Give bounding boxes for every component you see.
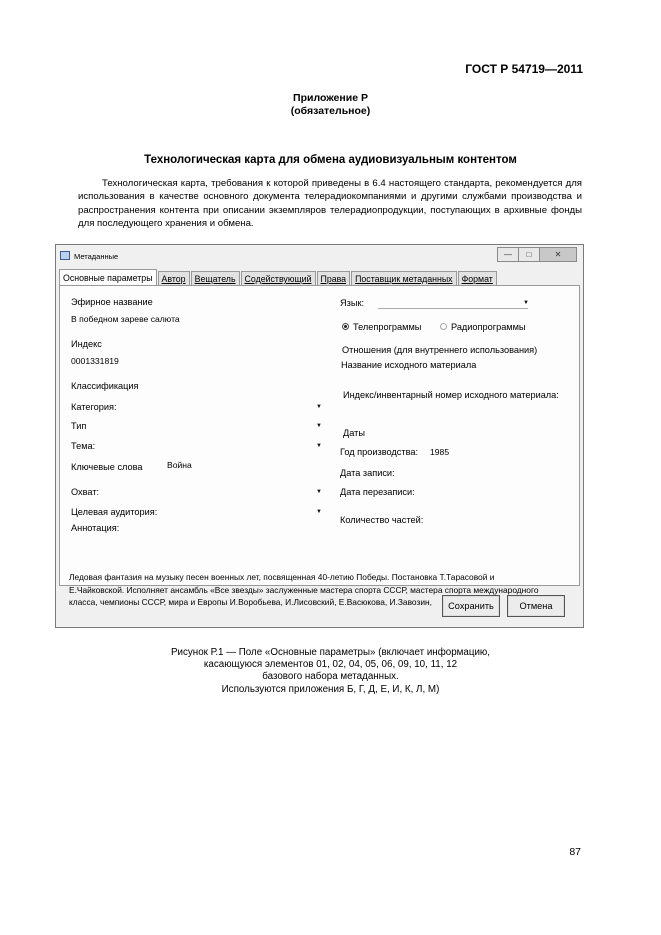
theme-dropdown-icon[interactable]: ▼ — [316, 443, 322, 449]
tab-contributor[interactable]: Содействующий — [241, 271, 316, 286]
radio-unchecked-icon — [440, 323, 447, 330]
figure-caption — [0, 647, 661, 696]
close-icon[interactable]: ✕ — [539, 247, 577, 262]
production-year-label: Год производства: — [340, 447, 419, 457]
caption-line-2: касающуюся элементов 01, 02, 04, 05, 06, 09, 10, 11, 12 — [203, 659, 458, 671]
category-label: Категория: — [71, 402, 117, 412]
classification-label: Классификация — [71, 381, 139, 391]
tab-format[interactable]: Формат — [458, 271, 497, 286]
audience-dropdown-icon[interactable]: ▼ — [316, 509, 322, 515]
standard-number: ГОСТ Р 54719—2011 — [465, 62, 583, 76]
annotation-text[interactable]: Ледовая фантазия на музыку песен военных лет, посвященная 40-летию Победы. Постановка Т.Тарасовой и Е.Чайковской. Исполняет ансамбль «Все звезды» заслуженные мастера спорта СССР, мастера спорта международного класса, чемпионы СССР, мира и Европы И.Воробьева, И.Лисовский, Е.Васюкова, И.Завозин, — [69, 572, 539, 608]
tab-metadata-provider[interactable]: Поставщик метаданных — [351, 271, 457, 286]
language-label: Язык: — [340, 298, 365, 308]
tab-bar — [59, 269, 498, 286]
section-title: Технологическая карта для обмена аудиовизуальным контентом — [144, 154, 517, 166]
tab-author[interactable]: Автор — [158, 271, 190, 286]
maximize-icon[interactable]: □ — [518, 247, 540, 262]
language-dropdown-icon[interactable]: ▼ — [523, 300, 529, 306]
radio-radio-programs[interactable]: Радиопрограммы — [440, 322, 526, 332]
theme-label: Тема: — [71, 441, 96, 451]
tab-broadcaster[interactable]: Вещатель — [191, 271, 240, 286]
parts-count-label: Количество частей: — [340, 515, 424, 525]
caption-line-1: Рисунок Р.1 — Поле «Основные параметры» (включает информацию, — [170, 647, 490, 658]
keywords-label: Ключевые слова — [71, 462, 143, 472]
annotation-label: Аннотация: — [71, 523, 120, 533]
page-number: 87 — [569, 846, 581, 858]
metadata-window — [55, 244, 584, 628]
type-label: Тип — [71, 421, 87, 431]
index-label: Индекс — [71, 339, 102, 349]
radio-tv-programs[interactable]: Телепрограммы — [342, 322, 421, 332]
window-controls — [498, 247, 577, 262]
minimize-icon[interactable]: — — [497, 247, 519, 262]
cancel-button[interactable]: Отмена — [507, 595, 565, 617]
window-title: Метаданные — [74, 252, 119, 261]
save-button[interactable]: Сохранить — [442, 595, 500, 617]
air-title-label: Эфирное название — [71, 297, 153, 307]
production-year-field[interactable]: 1985 — [430, 447, 450, 457]
source-name-label: Название исходного материала — [341, 360, 477, 370]
type-dropdown-icon[interactable]: ▼ — [316, 423, 322, 429]
caption-line-3: базового набора метаданных. — [262, 671, 399, 683]
air-title-field[interactable]: В победном зареве салюта — [71, 314, 180, 324]
record-date-label: Дата записи: — [340, 468, 395, 478]
category-dropdown-icon[interactable]: ▼ — [316, 404, 322, 410]
rewrite-date-label: Дата перезаписи: — [340, 487, 415, 497]
app-icon — [60, 251, 70, 260]
appendix-status: (обязательное) — [290, 105, 371, 117]
window-titlebar[interactable] — [56, 245, 583, 267]
intro-paragraph: Технологическая карта, требования к которой приведены в 6.4 настоящего стандарта, рекомендуется для использования в качестве основного документа телерадиокомпаниями и другими службами производства и распространения контента при описании экземпляров телерадиопродукции, поступающих в архивные фонды для последующего хранения и обмена. — [78, 178, 582, 229]
coverage-label: Охват: — [71, 487, 100, 497]
keywords-field[interactable]: Война — [167, 460, 192, 470]
appendix-title: Приложение Р — [293, 92, 368, 104]
dates-label: Даты — [343, 428, 365, 438]
radio-checked-icon — [342, 323, 349, 330]
index-field[interactable]: 0001331819 — [71, 356, 119, 366]
inventory-number-label: Индекс/инвентарный номер исходного материала: — [343, 390, 559, 400]
tab-main-params[interactable]: Основные параметры — [59, 269, 157, 286]
caption-line-4: Используются приложения Б, Г, Д, Е, И, К, Л, М) — [221, 683, 440, 695]
language-select-line — [378, 308, 528, 309]
audience-label: Целевая аудитория: — [71, 507, 158, 517]
relations-label: Отношения (для внутреннего использования) — [342, 345, 538, 355]
tab-rights[interactable]: Права — [317, 271, 351, 286]
coverage-dropdown-icon[interactable]: ▼ — [316, 489, 322, 495]
